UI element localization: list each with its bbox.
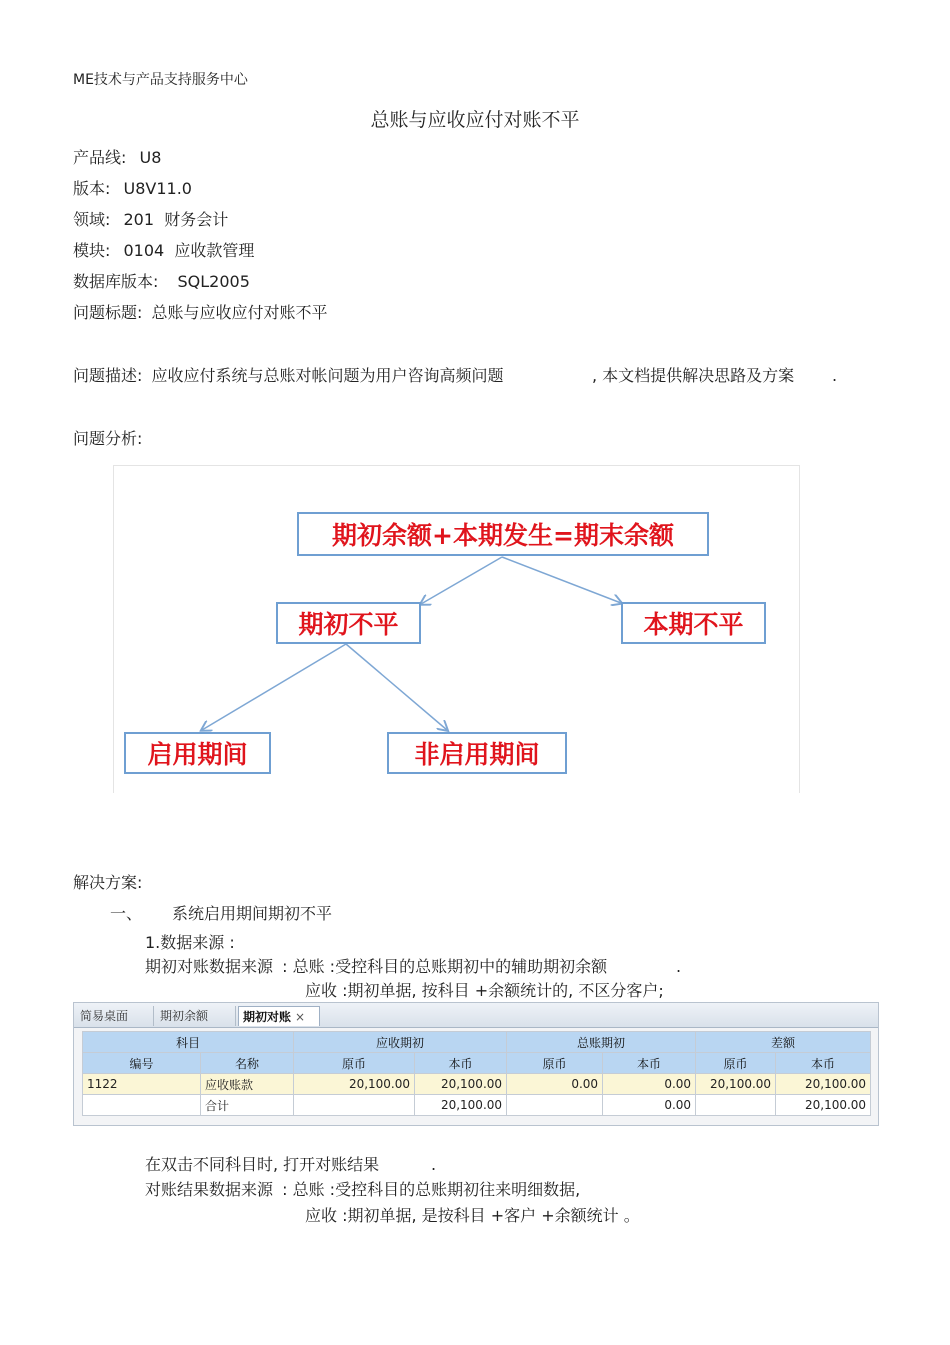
meta-database-version	[73, 272, 250, 292]
header-difference: 差额	[696, 1032, 871, 1053]
cell-code	[83, 1095, 201, 1116]
diagram-node-non-enabled-period: 非启用期间	[387, 732, 567, 774]
tab-opening-reconciliation[interactable]	[238, 1006, 320, 1026]
cell-value: 20,100.00	[415, 1074, 507, 1095]
description-text: 应收应付系统与总账对帐问题为用户咨询高频问题	[151, 366, 504, 385]
arrow-root-to-left	[421, 557, 502, 604]
header-original-currency: 原币	[507, 1053, 603, 1074]
table-group-header-row	[83, 1032, 871, 1053]
reconciliation-table	[82, 1031, 871, 1116]
meta-label: 版本:	[73, 179, 111, 198]
after-table-text: 在双击不同科目时, 打开对账结果	[145, 1155, 380, 1174]
meta-label: 领域:	[73, 210, 111, 229]
header-code: 编号	[83, 1053, 201, 1074]
cell-value: 20,100.00	[696, 1074, 776, 1095]
reconciliation-screenshot	[73, 1002, 879, 1126]
tab-bar	[74, 1003, 878, 1028]
meta-label: 问题标题:	[73, 303, 143, 322]
after-table-period: .	[431, 1155, 437, 1174]
cell-value: 20,100.00	[776, 1095, 871, 1116]
issue-description	[73, 366, 504, 386]
analysis-diagram	[113, 465, 800, 793]
result-text: : 总账 :受控科目的总账期初往来明细数据,	[282, 1180, 581, 1199]
meta-label: 模块:	[73, 241, 111, 260]
header-ar-opening: 应收期初	[294, 1032, 507, 1053]
meta-value: 总账与应收应付对账不平	[151, 303, 328, 322]
header-local-currency: 本币	[776, 1053, 871, 1074]
header-original-currency: 原币	[294, 1053, 415, 1074]
cell-value: 20,100.00	[776, 1074, 871, 1095]
table-row[interactable]	[83, 1074, 871, 1095]
diagram-node-opening-unbalanced: 期初不平	[276, 602, 421, 644]
table-sub-header-row	[83, 1053, 871, 1074]
diagram-root-node: 期初余额+本期发生=期末余额	[297, 512, 709, 556]
section-number: 一、	[110, 904, 143, 923]
source-line-2: 应收 :期初单据, 按科目 +余额统计的, 不区分客户;	[305, 981, 664, 1000]
meta-version	[73, 179, 192, 199]
description-label: 问题描述:	[73, 366, 143, 385]
result-line-2: 应收 :期初单据, 是按科目 +客户 +余额统计 。	[305, 1206, 640, 1225]
solution-label: 解决方案:	[73, 873, 143, 892]
arrow-left-to-leaf-right	[346, 644, 447, 730]
document-header: ME技术与产品支持服务中心	[73, 72, 248, 88]
source-line-1-end: .	[676, 957, 682, 976]
header-name: 名称	[201, 1053, 294, 1074]
result-label: 对账结果数据来源	[145, 1180, 274, 1199]
tab-label: 期初对账	[243, 1010, 292, 1024]
document-title: 总账与应收应付对账不平	[370, 109, 580, 131]
cell-value: 20,100.00	[294, 1074, 415, 1095]
header-local-currency: 本币	[415, 1053, 507, 1074]
meta-value: U8	[139, 148, 162, 167]
source-line-1	[145, 957, 607, 977]
description-text-cont: , 本文档提供解决思路及方案	[592, 366, 795, 385]
cell-value: 0.00	[603, 1074, 696, 1095]
header-gl-opening: 总账期初	[507, 1032, 696, 1053]
cell-name: 合计	[201, 1095, 294, 1116]
source-text: : 总账 :受控科目的总账期初中的辅助期初余额	[282, 957, 608, 976]
meta-domain	[73, 210, 228, 230]
cell-value: 0.00	[603, 1095, 696, 1116]
header-account: 科目	[83, 1032, 294, 1053]
diagram-node-current-unbalanced: 本期不平	[621, 602, 766, 644]
header-original-currency: 原币	[696, 1053, 776, 1074]
tab-opening-balance[interactable]: 期初余额	[156, 1006, 236, 1026]
cell-value	[696, 1095, 776, 1116]
cell-code: 1122	[83, 1074, 201, 1095]
meta-value: 201 财务会计	[123, 210, 229, 229]
meta-value: SQL2005	[177, 272, 250, 291]
source-label: 期初对账数据来源	[145, 957, 274, 976]
table-total-row[interactable]	[83, 1095, 871, 1116]
close-icon[interactable]: ×	[295, 1010, 306, 1024]
meta-module	[73, 241, 254, 261]
tab-simple-desktop[interactable]: 简易桌面	[76, 1006, 154, 1026]
analysis-label: 问题分析:	[73, 429, 143, 448]
description-period: .	[832, 366, 838, 385]
cell-value: 20,100.00	[415, 1095, 507, 1116]
arrow-root-to-right	[502, 557, 621, 603]
diagram-node-enabled-period: 启用期间	[124, 732, 271, 774]
cell-value: 0.00	[507, 1074, 603, 1095]
result-line-1	[145, 1180, 580, 1200]
cell-value	[507, 1095, 603, 1116]
meta-value: U8V11.0	[123, 179, 192, 198]
arrow-left-to-leaf-left	[202, 644, 346, 730]
cell-value	[294, 1095, 415, 1116]
header-local-currency: 本币	[603, 1053, 696, 1074]
meta-product-line	[73, 148, 161, 168]
subsection-title: 1.数据来源 :	[145, 933, 235, 952]
meta-value: 0104 应收款管理	[123, 241, 255, 260]
meta-label: 数据库版本:	[73, 272, 159, 291]
meta-issue-title	[73, 303, 328, 323]
meta-label: 产品线:	[73, 148, 127, 167]
section-title: 系统启用期间期初不平	[172, 904, 333, 923]
cell-name: 应收账款	[201, 1074, 294, 1095]
